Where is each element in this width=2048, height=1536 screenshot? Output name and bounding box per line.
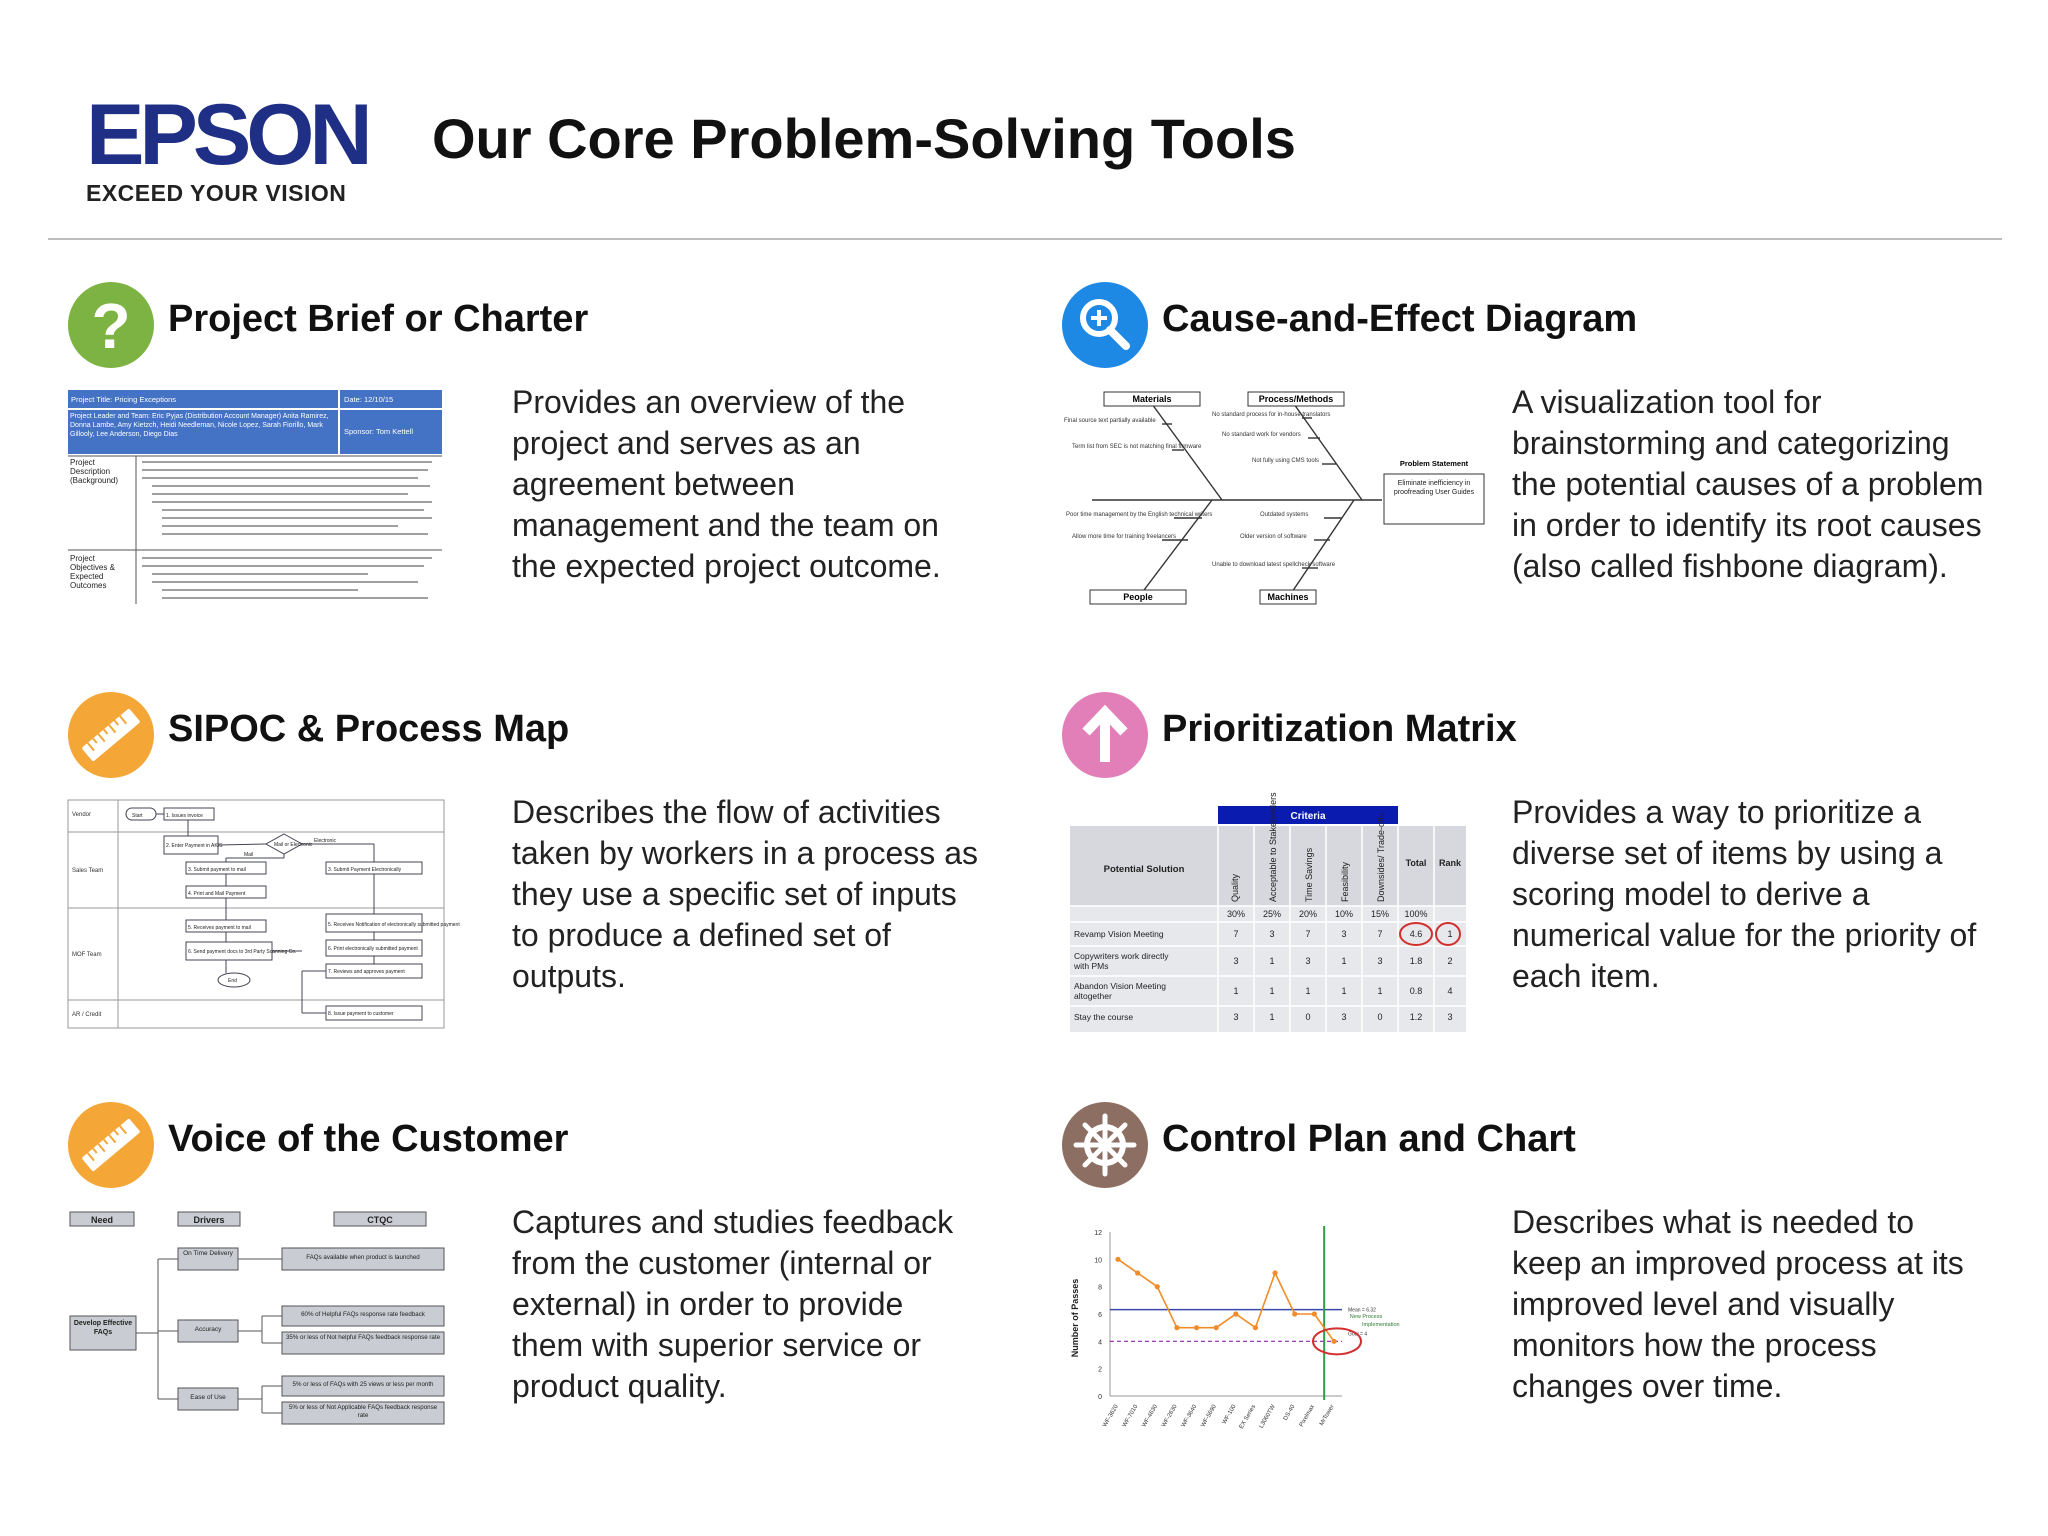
chart-point [1331, 1339, 1336, 1344]
matrix-score: 3 [1377, 956, 1383, 966]
criteria-header: Acceptable to Stakeholders [1268, 792, 1278, 902]
solution-name: Stay the course [1074, 1012, 1134, 1022]
chart-point [1155, 1284, 1160, 1289]
chart-xtick-label: WF-100 [1221, 1404, 1238, 1426]
matrix-rank: 3 [1447, 1012, 1453, 1022]
criteria-header: Feasibility [1340, 861, 1350, 902]
process-step: Mail or Electronic [274, 842, 313, 848]
fishbone-thumbnail [1062, 390, 1492, 610]
chart-point [1292, 1311, 1297, 1316]
prioritization-matrix-thumbnail [1070, 792, 1466, 1032]
svg-text:?: ? [91, 290, 131, 362]
section-description: Provides an overview of the project and serves as an agreement between management and the team on the expected project outcome. [512, 384, 941, 584]
ship-wheel-icon [1062, 1102, 1148, 1188]
process-step: 1. Issues invoice [166, 813, 203, 819]
section-description: Provides a way to prioritize a diverse set of items by using a scoring model to derive a numerical value for the priority of each item. [1512, 794, 1977, 994]
criteria-weight: 25% [1262, 909, 1282, 919]
fishbone-category: Materials [1132, 394, 1172, 404]
section-title: Project Brief or Charter [168, 298, 589, 340]
voc-header: Need [90, 1215, 114, 1225]
section-title: SIPOC & Process Map [168, 708, 570, 750]
section-voc [48, 1102, 1008, 1502]
section-sipoc [48, 692, 1008, 1092]
chart-mean-label: Mean = 6.32 [1348, 1307, 1376, 1314]
solution-name: Copywriters work directly with PMs [1074, 951, 1169, 971]
process-step: 6. Send payment docs to 3rd Party Scanning Co. [188, 949, 297, 955]
chart-xtick-label: WF-3640 [1180, 1404, 1199, 1429]
matrix-score: 1 [1305, 986, 1311, 996]
chart-point [1174, 1325, 1179, 1330]
chart-xtick-label: WF-2630 [1161, 1404, 1179, 1429]
chart-ylabel: Number of Passes [1070, 1278, 1080, 1358]
fishbone-category: Process/Methods [1258, 394, 1334, 404]
lane-label: AR / Credit [72, 1012, 102, 1018]
process-step: Electronic [314, 838, 336, 844]
voc-driver: On Time Delivery [183, 1250, 233, 1257]
voc-header: CTQC [367, 1215, 393, 1225]
chart-xtick-label: WF-3620 [1102, 1404, 1120, 1429]
process-step: Start [132, 813, 143, 819]
control-chart [1062, 1214, 1400, 1434]
fishbone-cause: Poor time management by the English technical writers [1066, 512, 1213, 518]
chart-annotation-line1: New Process [1349, 1314, 1383, 1320]
fishbone-cause: Allow more time for training freelancers [1072, 534, 1177, 540]
chart-point [1312, 1311, 1317, 1316]
chart-annotation-line2: Implementation [1362, 1322, 1400, 1328]
fishbone-problem-text: Eliminate inefficiency in proofreading User Guides [1393, 480, 1475, 496]
process-step: 3. Submit payment to mail [188, 867, 246, 873]
chart-point [1135, 1270, 1140, 1275]
voc-ctqc: 5% or less of Not Applicable FAQs feedback response rate [288, 1404, 438, 1419]
section-description: Describes the flow of activities taken by workers in a process as they use a specific set of inputs to produce a defined set of outputs. [512, 794, 978, 994]
epson-logo [86, 87, 368, 207]
fishbone-problem-label: Problem Statement [1399, 459, 1469, 468]
fishbone-cause: Older version of software [1240, 534, 1307, 540]
solution-name: Abandon Vision Meeting altogether [1074, 981, 1166, 1001]
matrix-score: 3 [1341, 1012, 1347, 1022]
voc-ctqc: 60% of Helpful FAQs response rate feedback [301, 1311, 425, 1318]
criteria-weight: 15% [1370, 909, 1390, 919]
matrix-score: 1 [1269, 986, 1275, 996]
section-title: Voice of the Customer [168, 1118, 569, 1160]
charter-row2-label: Project Objectives & Expected Outcomes [70, 554, 115, 590]
section-prioritization [1042, 692, 2002, 1092]
matrix-score: 3 [1233, 1012, 1239, 1022]
matrix-score: 3 [1269, 929, 1275, 939]
criteria-weight: 10% [1334, 909, 1354, 919]
fishbone-cause: No standard work for vendors [1222, 432, 1301, 438]
process-map-thumbnail [68, 800, 460, 1028]
chart-ytick-label: 12 [1094, 1230, 1102, 1237]
section-project-brief [48, 282, 1008, 682]
chart-goal-label: Goal = 4 [1348, 1331, 1368, 1338]
solution-name: Revamp Vision Meeting [1074, 929, 1164, 939]
fishbone-cause: No standard process for in-house translators [1212, 412, 1331, 418]
section-description: A visualization tool for brainstorming and categorizing the potential causes of a problem in order to identify its root causes (also called fishbone diagram). [1512, 384, 1984, 584]
voc-header: Drivers [193, 1215, 225, 1225]
chart-xtick-label: Pixelmax [1298, 1404, 1317, 1429]
total-header: Total [1405, 858, 1427, 868]
criteria-header: Quality [1230, 873, 1240, 902]
section-title: Control Plan and Chart [1162, 1118, 1576, 1160]
lane-label: Vendor [72, 812, 92, 818]
ruler-icon [68, 692, 154, 778]
matrix-total: 4.6 [1409, 929, 1423, 939]
section-description: Captures and studies feedback from the customer (internal or external) in order to provide them with superior service or product quality. [512, 1204, 954, 1404]
charter-date: Date: 12/10/15 [344, 395, 394, 404]
header-divider [48, 238, 2002, 240]
section-control-plan [1042, 1102, 2002, 1502]
voc-driver: Accuracy [194, 1326, 222, 1333]
matrix-score: 1 [1269, 1012, 1275, 1022]
matrix-score: 7 [1233, 929, 1239, 939]
logo-tagline: EXCEED YOUR VISION [86, 180, 347, 206]
process-step: Mail [244, 852, 254, 858]
section-description: Describes what is needed to keep an improved process at its improved level and visually monitors how the process changes over time. [1512, 1204, 1964, 1404]
matrix-score: 1 [1233, 986, 1239, 996]
chart-xtick-label: WF-4630 [1141, 1404, 1160, 1429]
ruler-icon [68, 1102, 154, 1188]
voc-ctqc: FAQs available when product is launched [306, 1254, 420, 1261]
charter-thumbnail [68, 390, 442, 604]
voc-need: Develop Effective FAQs [73, 1320, 133, 1336]
chart-ytick-label: 6 [1098, 1312, 1102, 1319]
lane-label: Sales Team [72, 868, 104, 874]
fishbone-cause: Not fully using CMS tools [1252, 458, 1320, 464]
matrix-score: 3 [1233, 956, 1239, 966]
fishbone-category: People [1123, 592, 1153, 602]
chart-xtick-label: WF-5690 [1200, 1404, 1218, 1429]
fishbone-cause: Unable to download latest spellcheck software [1212, 562, 1336, 568]
fishbone-cause: Outdated systems [1260, 512, 1309, 518]
question-mark-icon [68, 282, 154, 368]
page-title: Our Core Problem-Solving Tools [432, 107, 1296, 170]
fishbone-cause: Term list from SEC is not matching final firmware [1072, 444, 1202, 450]
magnifier-icon [1062, 282, 1148, 368]
matrix-score: 7 [1377, 929, 1383, 939]
chart-xtick-label: L3060TW [1258, 1404, 1277, 1430]
process-step: 4. Print and Mail Payment [188, 891, 246, 897]
matrix-score: 3 [1341, 929, 1347, 939]
criteria-weight: 100% [1404, 909, 1428, 919]
logo-brand: EPSON [86, 87, 368, 183]
charter-sponsor: Sponsor: Tom Kettell [344, 427, 414, 436]
process-step: 8. Issue payment to customer [328, 1011, 394, 1017]
section-title: Prioritization Matrix [1162, 708, 1517, 750]
chart-ytick-label: 0 [1098, 1394, 1102, 1401]
charter-title: Project Title: Pricing Exceptions [71, 395, 177, 404]
matrix-total: 1.8 [1409, 956, 1423, 966]
criteria-label: Criteria [1290, 811, 1326, 822]
process-step: 6. Print electronically submitted payment [328, 946, 418, 952]
solution-header: Potential Solution [1103, 864, 1185, 875]
voc-driver: Ease of Use [190, 1394, 226, 1401]
chart-point [1233, 1311, 1238, 1316]
chart-ytick-label: 4 [1098, 1339, 1102, 1347]
matrix-score: 7 [1305, 929, 1311, 939]
process-step: End [228, 978, 237, 984]
criteria-header: Downsides/ Trade-offs [1376, 812, 1386, 902]
charter-team: Project Leader and Team: Eric Pyjas (Distribution Account Manager) Anita Ramirez, Donna Lambe, Amy Kietzch, Heidi Needleman, Nicole Lopez, Sarah Fiorillo, Mark Gillooly, Lee Anderson, Diego Dias [70, 413, 329, 438]
matrix-score: 1 [1269, 956, 1275, 966]
section-title: Cause-and-Effect Diagram [1162, 298, 1638, 340]
matrix-rank: 2 [1447, 956, 1453, 966]
chart-ytick-label: 8 [1098, 1284, 1102, 1292]
matrix-score: 0 [1305, 1012, 1311, 1022]
matrix-score: 1 [1377, 986, 1383, 996]
charter-row1-label: Project Description (Background) [70, 458, 119, 485]
chart-ytick-label: 2 [1098, 1366, 1102, 1374]
matrix-rank: 4 [1447, 986, 1453, 996]
fishbone-cause: Final source text partially available [1064, 418, 1156, 424]
fishbone-category: Machines [1267, 592, 1309, 602]
matrix-rank: 1 [1447, 929, 1453, 939]
chart-xtick-label: EX Series [1238, 1404, 1258, 1431]
chart-point [1115, 1257, 1120, 1262]
chart-ytick-label: 10 [1094, 1257, 1102, 1265]
voc-ctqc: 35% or less of Not helpful FAQs feedback response rate [285, 1334, 441, 1341]
section-cause-effect [1042, 282, 2002, 682]
matrix-score: 1 [1341, 986, 1347, 996]
chart-point [1253, 1325, 1258, 1330]
matrix-total: 0.8 [1409, 986, 1423, 996]
process-step: 5. Receives payment to mail [188, 925, 251, 931]
rank-header: Rank [1438, 858, 1462, 868]
process-step: 5. Receives Notification of electronically submitted payment [328, 922, 460, 928]
matrix-score: 1 [1341, 956, 1347, 966]
up-arrow-icon [1062, 692, 1148, 778]
process-step: 7. Reviews and approves payment [328, 969, 405, 975]
criteria-weight: 30% [1226, 909, 1246, 919]
matrix-score: 3 [1305, 956, 1311, 966]
process-step: 3. Submit Payment Electronically [328, 867, 402, 873]
criteria-weight: 20% [1298, 909, 1318, 919]
voc-ctqc: 5% or less of FAQs with 25 views or less per month [292, 1381, 434, 1388]
chart-point [1214, 1325, 1219, 1330]
voc-tree-thumbnail [68, 1210, 458, 1438]
matrix-total: 1.2 [1409, 1012, 1423, 1022]
process-step: 2. Enter Payment in AKIS [166, 843, 223, 849]
chart-point [1272, 1270, 1277, 1275]
chart-xtick-label: WF-7010 [1121, 1404, 1140, 1429]
matrix-score: 0 [1377, 1012, 1383, 1022]
chart-xtick-label: MrTower [1319, 1404, 1336, 1427]
criteria-header: Time Savings [1304, 847, 1314, 902]
chart-point [1194, 1325, 1199, 1330]
chart-xtick-label: DS-40 [1282, 1404, 1297, 1422]
lane-label: MOF Team [72, 952, 102, 958]
